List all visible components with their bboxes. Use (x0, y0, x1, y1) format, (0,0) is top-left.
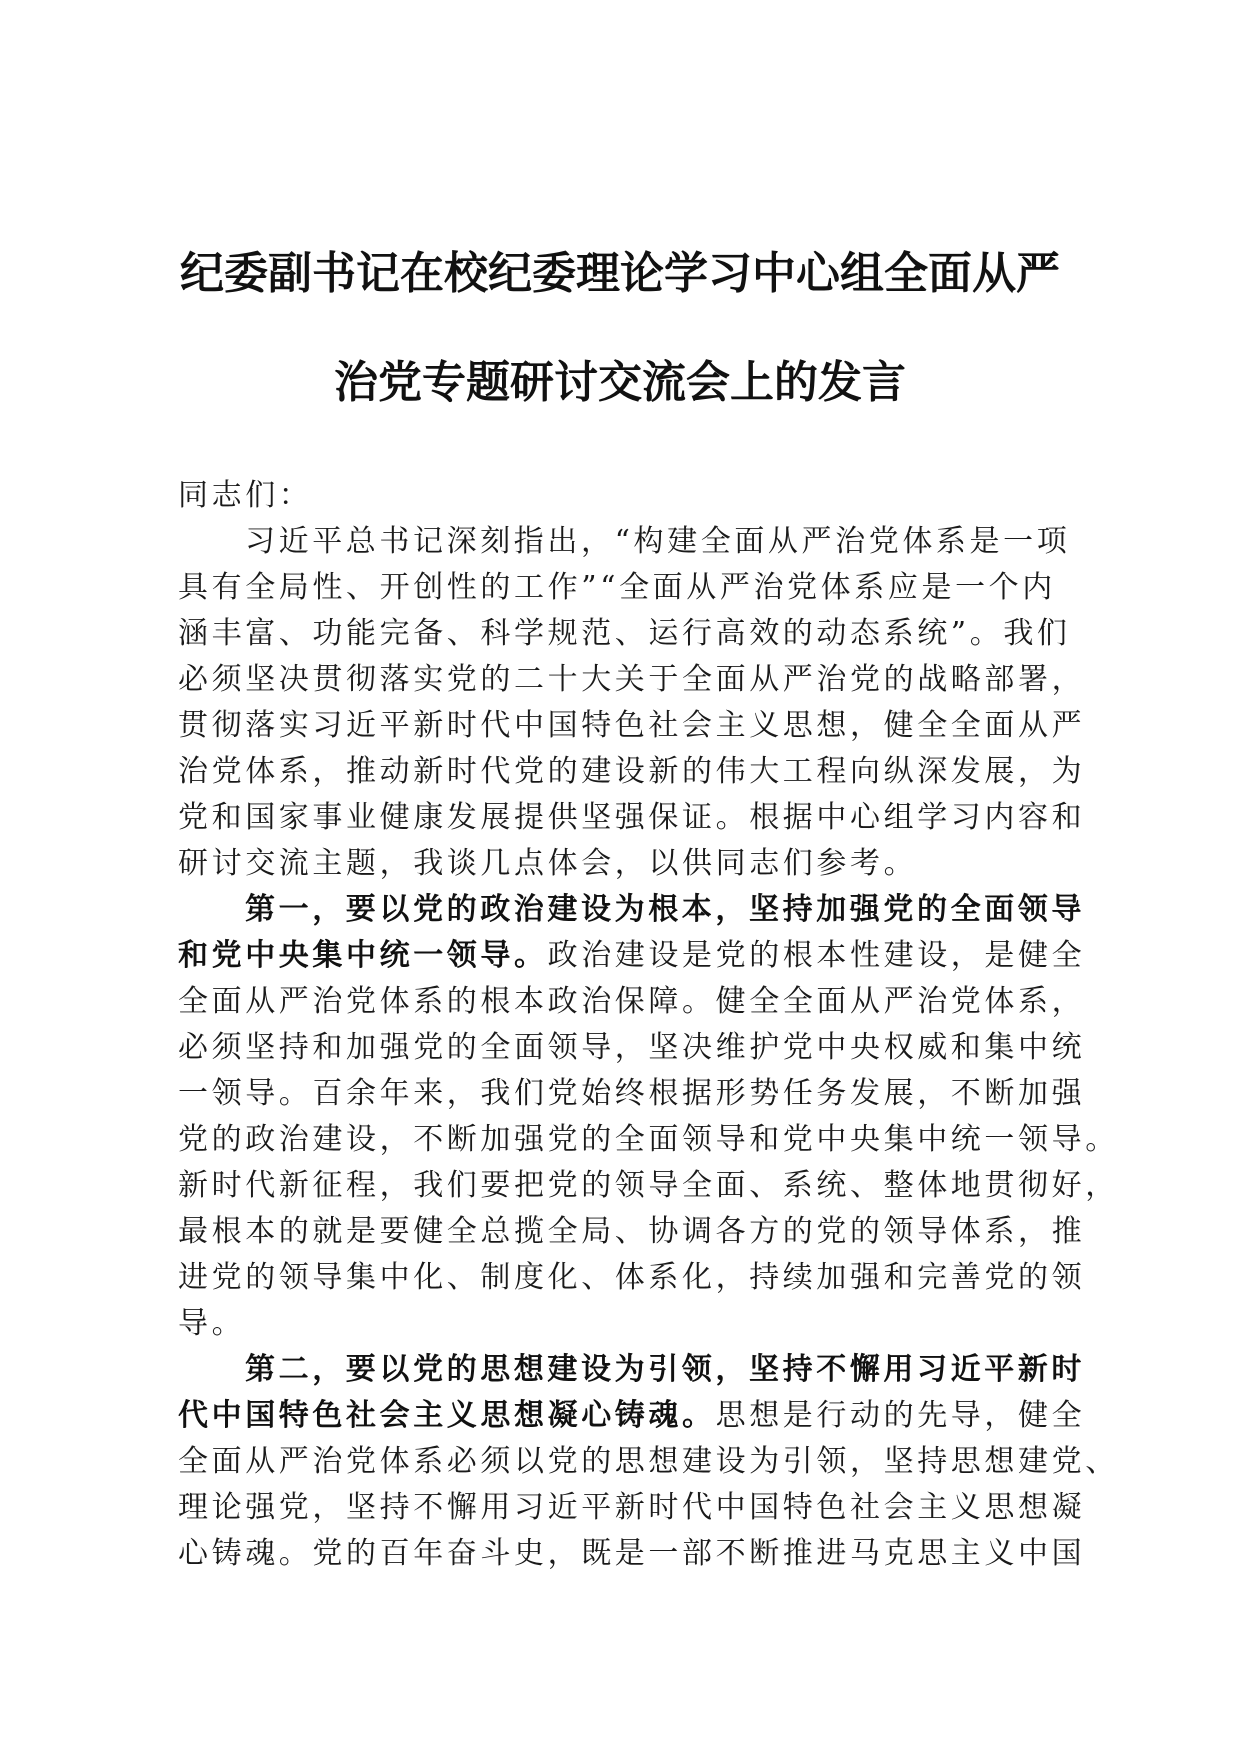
section-1-heading-part-1: 第一，要以党的政治建设为根本，坚持加强党的全面领导 (245, 892, 1085, 927)
paragraph-line: 最根本的就是要健全总揽全局、协调各方的党的领导体系，推 (178, 1214, 1086, 1249)
paragraph-line: 必须坚持和加强党的全面领导，坚决维护党中央权威和集中统 (178, 1030, 1086, 1065)
section-heading-line (178, 1347, 1188, 1393)
section-1-paragraph (178, 887, 1188, 1347)
paragraph-line: 党的政治建设，不断加强党的全面领导和党中央集中统一领导。 (178, 1122, 1119, 1157)
paragraph-line: 心铸魂。党的百年奋斗史，既是一部不断推进马克思主义中国 (178, 1536, 1086, 1571)
salutation: 同志们： (178, 478, 313, 513)
section-2-heading-part-1: 第二，要以党的思想建设为引领，坚持不懈用习近平新时 (245, 1352, 1085, 1387)
section-heading-line (178, 887, 1188, 933)
paragraph-line: 党和国家事业健康发展提供坚强保证。根据中心组学习内容和 (178, 800, 1086, 835)
paragraph-line: 研讨交流主题，我谈几点体会，以供同志们参考。 (178, 846, 918, 881)
paragraph-line: 导。 (178, 1306, 246, 1341)
paragraph-line: 涵丰富、功能完备、科学规范、运行高效的动态系统”。我们 (178, 616, 1071, 651)
section-2-body-start: 思想是行动的先导，健全 (715, 1398, 1086, 1433)
intro-paragraph (178, 519, 1188, 887)
paragraph-line (178, 933, 1188, 979)
paragraph-line (178, 1393, 1188, 1439)
paragraph-line: 全面从严治党体系的根本政治保障。健全全面从严治党体系， (178, 984, 1086, 1019)
paragraph-line: 贯彻落实习近平新时代中国特色社会主义思想，健全全面从严 (178, 708, 1086, 743)
document-title-line-2: 治党专题研讨交流会上的发言 (334, 357, 906, 408)
section-2-paragraph (178, 1347, 1188, 1577)
section-1-body-start: 政治建设是党的根本性建设，是健全 (547, 938, 1086, 973)
paragraph-line: 全面从严治党体系必须以党的思想建设为引领，坚持思想建党、 (178, 1444, 1119, 1479)
paragraph-line: 习近平总书记深刻指出，“构建全面从严治党体系是一项 (245, 524, 1071, 559)
paragraph-line: 理论强党，坚持不懈用习近平新时代中国特色社会主义思想凝 (178, 1490, 1086, 1525)
section-2-heading-part-2: 代中国特色社会主义思想凝心铸魂。 (178, 1398, 716, 1433)
section-1-heading-part-2: 和党中央集中统一领导。 (178, 938, 548, 973)
paragraph-line: 治党体系，推动新时代党的建设新的伟大工程向纵深发展，为 (178, 754, 1086, 789)
paragraph-line: 具有全局性、开创性的工作”“全面从严治党体系应是一个内 (178, 570, 1056, 605)
document-title-line-1: 纪委副书记在校纪委理论学习中心组全面从严 (180, 248, 1060, 299)
document-body (178, 473, 1188, 1577)
paragraph-line: 进党的领导集中化、制度化、体系化，持续加强和完善党的领 (178, 1260, 1086, 1295)
paragraph-line: 必须坚决贯彻落实党的二十大关于全面从严治党的战略部署， (178, 662, 1086, 697)
paragraph-line: 新时代新征程，我们要把党的领导全面、系统、整体地贯彻好， (178, 1168, 1119, 1203)
paragraph-line: 一领导。百余年来，我们党始终根据形势任务发展，不断加强 (178, 1076, 1086, 1111)
